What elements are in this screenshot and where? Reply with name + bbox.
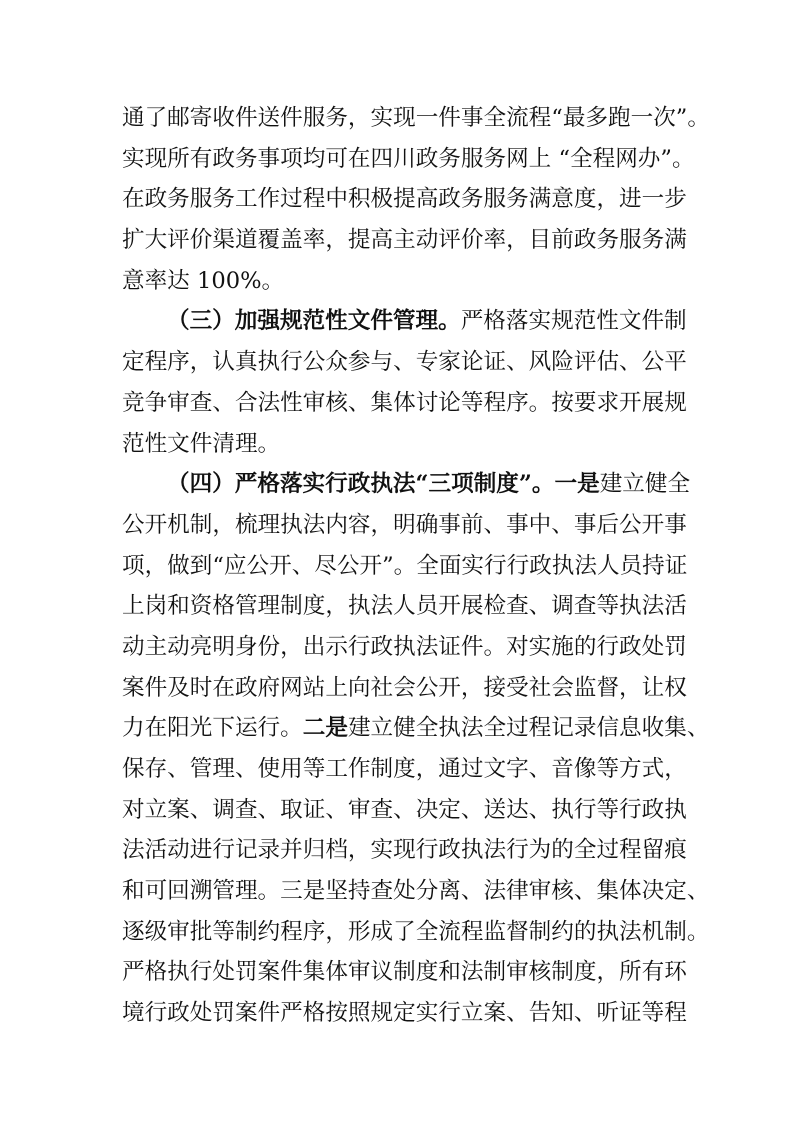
keyword: 二是: [302, 715, 348, 742]
text-fragment: 严格落实规范性文件制: [460, 308, 687, 335]
section-heading-line: [122, 464, 691, 505]
text-line: 上岗和资格管理制度，执法人员开展检查、调查等执法活: [122, 593, 687, 620]
text-line: 竞争审查、合法性审核、集体讨论等程序。按要求开展规: [122, 389, 687, 416]
text-line: 公开机制，梳理执法内容，明确事前、事中、事后公开事: [122, 511, 687, 538]
text-line: 动主动亮明身份，出示行政执法证件。对实施的行政处罚: [122, 633, 687, 660]
text-line: 意率达 100%。: [122, 267, 285, 294]
section-heading: （四）严格落实行政执法“三项制度”。: [167, 471, 555, 498]
text-line: 严格执行处罚案件集体审议制度和法制审核制度，所有环: [122, 959, 687, 986]
text-line: 境行政处罚案件严格按照规定实行立案、告知、听证等程: [122, 1000, 687, 1027]
body-text: [122, 98, 710, 1034]
text-line: 实现所有政务事项均可在四川政务服务网上 “全程网办”。: [122, 145, 695, 172]
section-heading: （三）加强规范性文件管理。: [167, 308, 461, 335]
text-line: 项，做到“应公开、尽公开”。全面实行行政执法人员持证: [122, 552, 688, 579]
section-heading-line: [122, 301, 687, 342]
text-line: 通了邮寄收件送件服务，实现一件事全流程“最多跑一次”。: [122, 105, 710, 131]
text-line: 范性文件清理。: [122, 430, 281, 457]
text-line: 对立案、调查、取证、审查、决定、送达、执行等行政执: [122, 796, 687, 823]
text-line: 和可回溯管理。三是坚持查处分离、法律审核、集体决定、: [122, 878, 710, 905]
text-line: 定程序，认真执行公众参与、专家论证、风险评估、公平: [122, 349, 687, 376]
text-line: 法活动进行记录并归档，实现行政执法行为的全过程留痕: [122, 837, 687, 864]
text-line: [122, 708, 710, 749]
text-line: 扩大评价渠道覆盖率，提高主动评价率，目前政务服务满: [122, 227, 687, 254]
text-fragment: 力在阳光下运行。: [122, 715, 303, 742]
text-line: 保存、管理、使用等工作制度，通过文字、音像等方式，: [122, 756, 687, 782]
text-fragment: 建立健全: [599, 471, 691, 498]
text-fragment: 建立健全执法全过程记录信息收集、: [347, 715, 710, 742]
keyword: 一是: [554, 471, 600, 498]
text-line: 在政务服务工作过程中积极提高政务服务满意度，进一步: [122, 186, 687, 213]
text-line: 案件及时在政府网站上向社会公开，接受社会监督，让权: [122, 674, 687, 701]
text-line: 逐级审批等制约程序，形成了全流程监督制约的执法机制。: [122, 918, 710, 945]
